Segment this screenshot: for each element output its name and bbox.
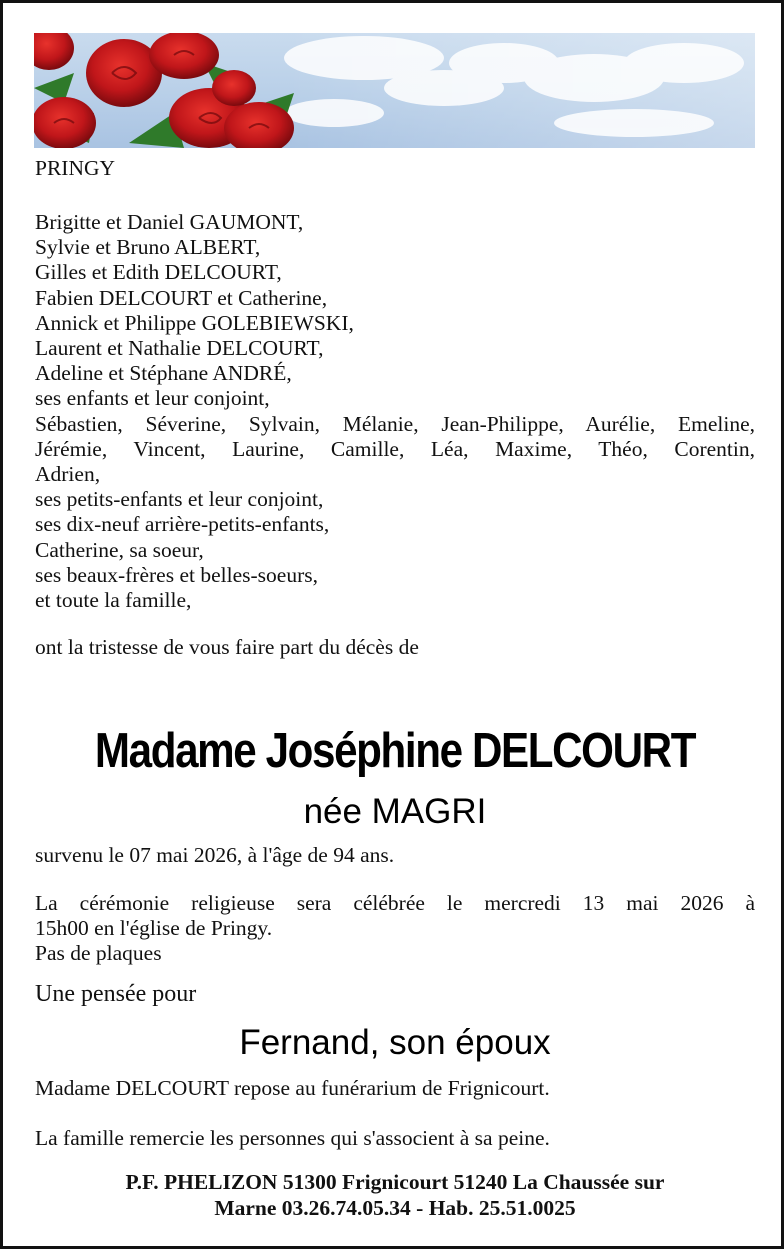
family-line: Fabien DELCOURT et Catherine, (35, 285, 328, 310)
family-line: Laurent et Nathalie DELCOURT, (35, 336, 324, 361)
funeral-home-text: Madame DELCOURT repose au funérarium de Frignicourt. (35, 1076, 550, 1100)
announcement (35, 635, 755, 660)
deceased-name: Madame Joséphine DELCOURT (94, 724, 696, 778)
family-line: Annick et Philippe GOLEBIEWSKI, (35, 310, 354, 335)
undertaker-info (35, 1169, 755, 1221)
thought-intro (35, 982, 755, 1007)
spouse-name: Fernand, son époux (239, 1023, 551, 1062)
family-list (35, 210, 755, 613)
ceremony-line: 15h00 en l'église de Pringy. (35, 916, 273, 941)
thanks-text: La famille remercie les personnes qui s'associent à sa peine. (35, 1126, 550, 1150)
family-line: Gilles et Edith DELCOURT, (35, 260, 282, 285)
relatives-line: Catherine, sa soeur, (35, 537, 204, 562)
roses-sky-banner (34, 33, 755, 148)
grandchildren-line: Sébastien, Séverine, Sylvain, Mélanie, Jean-Philippe, Aurélie, Emeline, (35, 411, 755, 436)
funeral-home (35, 1076, 755, 1101)
announcement-text: ont la tristesse de vous faire part du décès de (35, 635, 419, 659)
relatives-line: ses dix-neuf arrière-petits-enfants, (35, 512, 330, 537)
grandchildren-line: Adrien, (35, 462, 101, 487)
relatives-line: ses petits-enfants et leur conjoint, (35, 487, 324, 512)
family-line: Sylvie et Bruno ALBERT, (35, 235, 261, 260)
thanks (35, 1126, 755, 1151)
town-name: PRINGY (35, 156, 116, 180)
grandchildren-line: Jérémie, Vincent, Laurine, Camille, Léa, Maxime, Théo, Corentin, (35, 436, 755, 461)
family-line: ses enfants et leur conjoint, (35, 386, 270, 411)
thought-intro-text: Une pensée pour (35, 981, 197, 1007)
death-info-text: survenu le 07 mai 2026, à l'âge de 94 ans. (35, 843, 395, 867)
relatives-line: ses beaux-frères et belles-soeurs, (35, 562, 318, 587)
roses-clouds-picture (34, 33, 755, 148)
ceremony-line: La cérémonie religieuse sera célébrée le mercredi 13 mai 2026 à (35, 891, 755, 915)
death-info (35, 843, 755, 868)
ceremony-info (35, 891, 755, 967)
relatives-line: et toute la famille, (35, 588, 192, 613)
town-heading (35, 156, 755, 181)
undertaker-line: P.F. PHELIZON 51300 Frignicourt 51240 La Chaussée sur (125, 1170, 665, 1194)
no-plaques-text: Pas de plaques (35, 941, 162, 966)
family-line: Adeline et Stéphane ANDRÉ, (35, 361, 292, 386)
undertaker-line: Marne 03.26.74.05.34 - Hab. 25.51.0025 (214, 1196, 576, 1220)
family-line: Brigitte et Daniel GAUMONT, (35, 210, 304, 234)
maiden-name: née MAGRI (303, 792, 487, 831)
